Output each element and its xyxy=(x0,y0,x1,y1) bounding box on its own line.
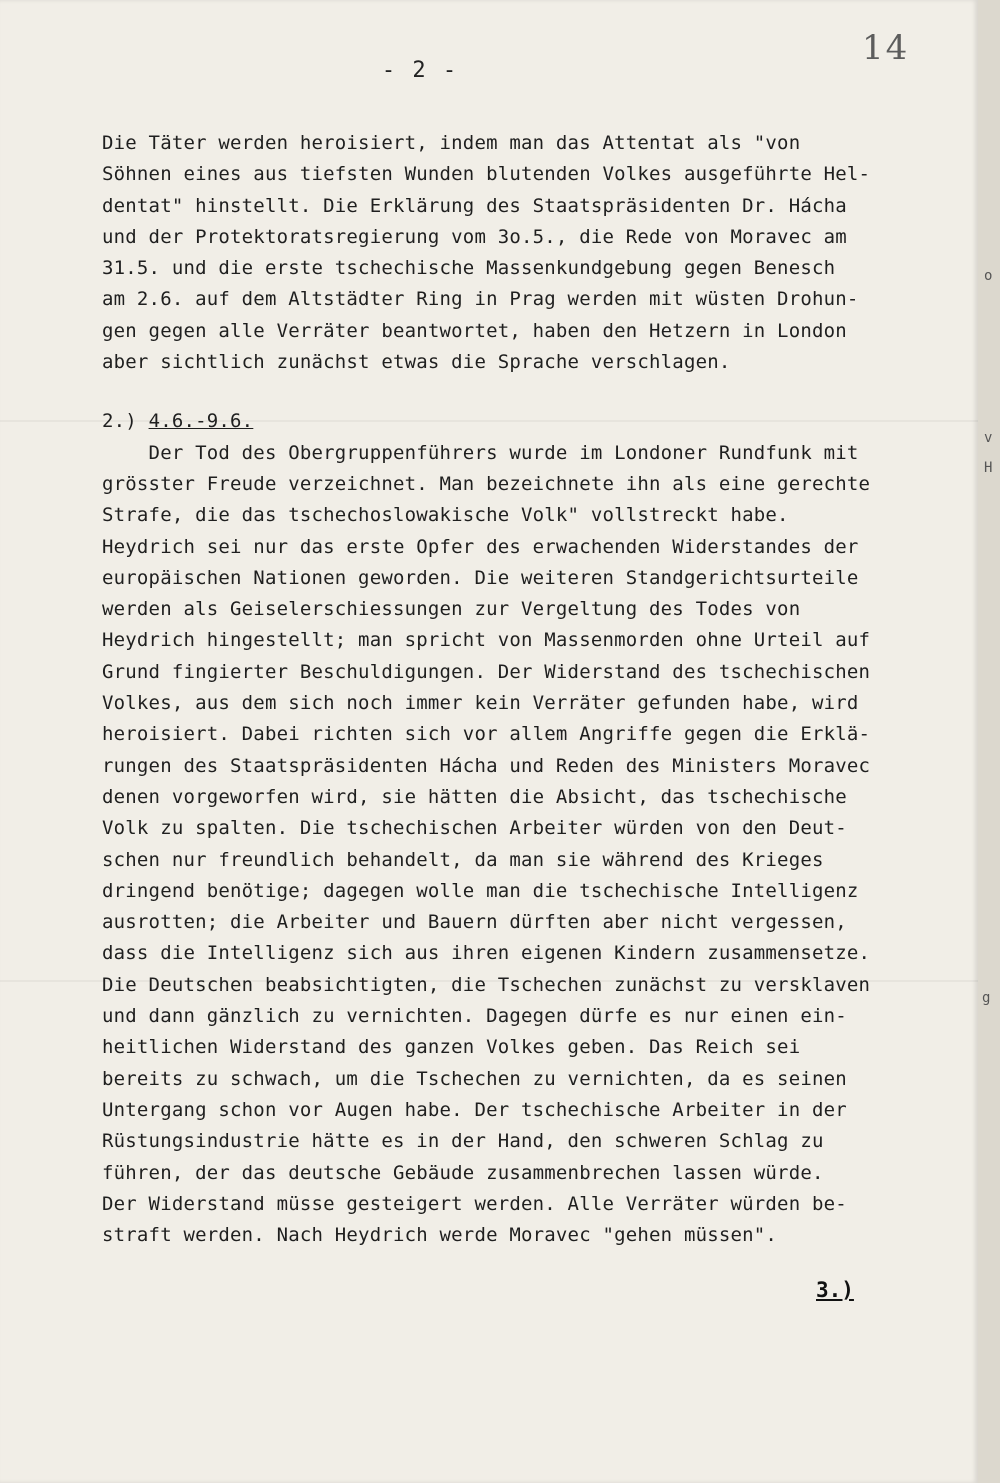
text-line: gen gegen alle Verräter beantwortet, haben den Hetzern in London xyxy=(102,319,847,342)
text-line: straft werden. Nach Heydrich werde Moravec "gehen müssen". xyxy=(102,1224,778,1247)
text-line: denen vorgeworfen wird, sie hätten die Absicht, das tschechische xyxy=(102,785,847,808)
text-line: Heydrich sei nur das erste Opfer des erwachenden Widerstandes der xyxy=(102,535,859,558)
text-line: Die Täter werden heroisiert, indem man das Attentat als "von xyxy=(102,132,801,154)
edge-mark: v xyxy=(984,430,993,446)
text-line: Die Deutschen beabsichtigten, die Tschechen zunächst zu versklaven xyxy=(102,973,871,996)
paragraph-2 xyxy=(102,438,972,1252)
text-line: ausrotten; die Arbeiter und Bauern dürften aber nicht vergessen, xyxy=(102,911,847,934)
text-line: heroisiert. Dabei richten sich vor allem Angriffe gegen die Erklä- xyxy=(102,723,871,746)
text-line: Volk zu spalten. Die tschechischen Arbeiter würden von den Deut- xyxy=(102,817,847,840)
text-line: dass die Intelligenz sich aus ihren eigenen Kindern zusammensetze. xyxy=(102,942,871,965)
text-line: Strafe, die das tschechoslowakische Volk" vollstreckt habe. xyxy=(102,504,789,527)
underlying-page-edge xyxy=(978,0,1000,1483)
text-line: aber sichtlich zunächst etwas die Sprache verschlagen. xyxy=(102,351,731,374)
text-line: 31.5. und die erste tschechische Massenkundgebung gegen Benesch xyxy=(102,257,836,280)
text-line: dringend benötige; dagegen wolle man die tschechische Intelligenz xyxy=(102,879,859,902)
text-line: rungen des Staatspräsidenten Hácha und Reden des Ministers Moravec xyxy=(102,754,871,777)
section-dates: 4.6.-9.6. xyxy=(148,410,254,433)
text-line: Heydrich hingestellt; man spricht von Massenmorden ohne Urteil auf xyxy=(102,629,871,652)
text-line: Rüstungsindustrie hätte es in der Hand, den schweren Schlag zu xyxy=(102,1130,824,1153)
text-line: Söhnen eines aus tiefsten Wunden blutenden Volkes ausgeführte Hel- xyxy=(102,163,871,186)
page-number: - 2 - xyxy=(381,58,459,83)
text-line: Volkes, aus dem sich noch immer kein Verräter gefunden habe, wird xyxy=(102,692,859,715)
text-line: europäischen Nationen geworden. Die weiteren Standgerichtsurteile xyxy=(102,566,859,589)
document-body xyxy=(102,128,972,1251)
continuation-marker: 3.) xyxy=(816,1278,854,1302)
text-line: Der Widerstand müsse gesteigert werden. Alle Verräter würden be- xyxy=(102,1192,847,1215)
text-line: schen nur freundlich behandelt, da man sie während des Krieges xyxy=(102,848,824,871)
text-line: werden als Geiselerschiessungen zur Vergeltung des Todes von xyxy=(102,598,801,621)
text-line: führen, der das deutsche Gebäude zusammenbrechen lassen würde. xyxy=(102,1161,824,1184)
edge-mark: g xyxy=(982,990,991,1006)
section-number: 2.) xyxy=(102,410,137,433)
section-heading xyxy=(102,406,972,437)
archive-number: 14 xyxy=(862,28,910,68)
paragraph-1 xyxy=(102,128,972,378)
edge-mark: o xyxy=(984,268,993,284)
text-line: Grund fingierter Beschuldigungen. Der Widerstand des tschechischen xyxy=(102,660,871,683)
text-line: bereits zu schwach, um die Tschechen zu vernichten, da es seinen xyxy=(102,1067,847,1090)
text-line: heitlichen Widerstand des ganzen Volkes geben. Das Reich sei xyxy=(102,1036,801,1059)
text-line: Der Tod des Obergruppenführers wurde im Londoner Rundfunk mit xyxy=(102,441,859,464)
edge-mark: H xyxy=(984,460,993,476)
text-line: am 2.6. auf dem Altstädter Ring in Prag werden mit wüsten Drohun- xyxy=(102,288,859,311)
text-line: dentat" hinstellt. Die Erklärung des Staatspräsidenten Dr. Hácha xyxy=(102,194,847,217)
text-line: grösster Freude verzeichnet. Man bezeichnete ihn als eine gerechte xyxy=(102,472,871,495)
text-line: Untergang schon vor Augen habe. Der tschechische Arbeiter in der xyxy=(102,1098,847,1121)
text-line: und der Protektoratsregierung vom 3o.5., die Rede von Moravec am xyxy=(102,225,847,248)
text-line: und dann gänzlich zu vernichten. Dagegen dürfe es nur einen ein- xyxy=(102,1005,847,1028)
